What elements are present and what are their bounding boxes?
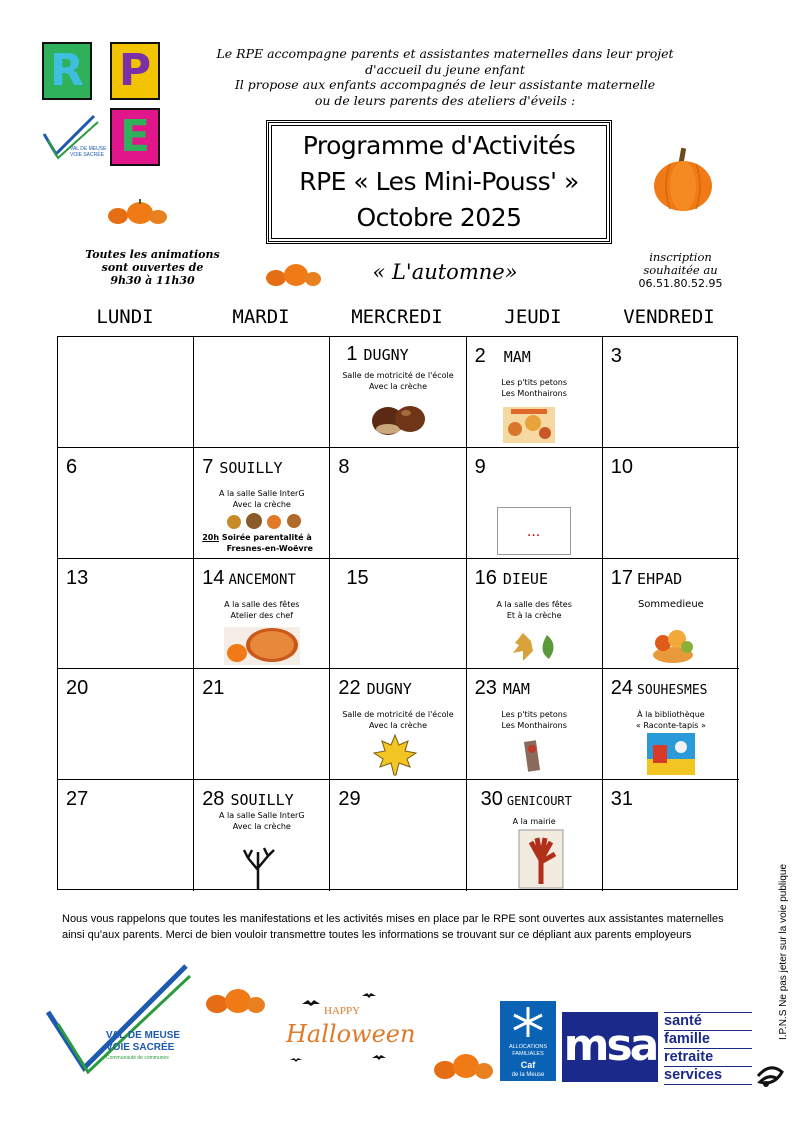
activity-info: Salle de motricité de l'école Avec la crèche: [342, 371, 454, 391]
day-number: 2: [474, 345, 486, 367]
calendar-cell-2: [467, 337, 603, 448]
place-name: MAM: [502, 680, 530, 699]
day-number: 20: [66, 677, 89, 700]
day-number: 9: [474, 455, 486, 478]
day-header-friday: VENDREDI: [623, 306, 715, 328]
footer-notice: Nous vous rappelons que toutes les manifestations et les activités mises en place par le RPE sont ouvertes aux assistantes maternelles ainsi qu'aux parents. Merci de bien vouloir transmettre toutes les informations se trouvant sur ce dépliant aux parents employeurs: [62, 913, 724, 941]
calendar-cell-21: [194, 669, 330, 780]
msa-tagline: santé famille retraite services: [664, 1012, 752, 1085]
activity-info: Les p'tits petons Les Monthairons: [501, 710, 568, 731]
place-name: DUGNY: [363, 346, 409, 364]
place-name: MAM: [503, 348, 531, 366]
calendar-cell-13: [58, 559, 194, 670]
day-header-tuesday: MARDI: [232, 306, 290, 328]
community-logo-small: [40, 112, 107, 164]
day-number: 10: [610, 455, 634, 478]
place-name: EHPAD: [637, 569, 683, 588]
calendar-cell-6: [58, 448, 194, 559]
place-name: SOUHESMES: [637, 683, 708, 699]
svg-text:VOIE SACRÉE: VOIE SACRÉE: [70, 152, 104, 158]
day-number: 13: [66, 566, 89, 589]
story-mat-icon: [647, 733, 695, 775]
calendar-cell-1: [330, 337, 466, 448]
handprint-tree-icon: [519, 830, 563, 888]
place-name: ANCEMONT: [228, 571, 296, 588]
hours-note: Toutes les animations sont ouvertes de 9h30 à 11h30: [85, 248, 220, 287]
community-name-line-1: VAL DE MEUSE: [106, 1030, 181, 1041]
place-name: DIEUE: [502, 569, 548, 588]
day-number: 1: [346, 343, 358, 365]
calendar-cell-22: [330, 669, 466, 780]
calendar-cell-20: [58, 669, 194, 780]
leaves-icon: [511, 631, 559, 663]
theme-title: « L'automne»: [372, 260, 518, 284]
rpe-logo-r: R: [42, 42, 92, 100]
activity-info: Les p'tits petons Les Monthairons: [501, 378, 568, 398]
rpe-logo-e: E: [110, 108, 160, 166]
day-number: 31: [610, 788, 634, 811]
place-name: DUGNY: [366, 680, 412, 699]
day-number: 14: [202, 566, 225, 589]
activity-info: A la salle Salle InterG Avec la crèche: [219, 488, 305, 509]
pumpkin-big-icon: [652, 146, 714, 212]
place-name: SOUILLY: [230, 791, 294, 810]
community-name-line-3: Communauté de communes: [106, 1055, 169, 1061]
day-number: 29: [338, 788, 361, 811]
caf-snowflake-icon: [510, 1005, 546, 1039]
calendar-cell-15: [330, 559, 466, 670]
activity-info: A la salle des fêtes Et à la crèche: [496, 599, 572, 620]
calendar-cell-24: [603, 669, 739, 780]
msa-logo: msa: [562, 1012, 658, 1082]
activity-info: A la salle des fêtes Atelier des chef: [224, 599, 300, 620]
calendar-cell-16: [467, 559, 603, 670]
svg-text:HAPPY: HAPPY: [324, 1005, 361, 1017]
calendar-cell-8: [330, 448, 466, 559]
intro-text: Le RPE accompagne parents et assistantes maternelles dans leur projet d'accueil du jeune enfant Il propose aux enfants accompagnés de leur assistante maternelle ou de leurs parents des ateliers d'éveils :: [216, 46, 674, 108]
place-name: SOUILLY: [219, 458, 283, 477]
pumpkins-small-icon-2: [264, 260, 322, 288]
pumpkin-pie-icon: [224, 627, 300, 665]
title-box: [266, 120, 612, 244]
calendar-cell-14: [194, 559, 330, 670]
calendar-cell-29: [330, 780, 466, 891]
pumpkins-small-icon: [106, 198, 168, 226]
community-logo-large: [44, 962, 194, 1074]
pumpkins-bottom-icon-2: [432, 1050, 494, 1080]
place-name: GENICOURT: [506, 794, 572, 809]
phone-number[interactable]: 06.51.80.52.95: [638, 277, 723, 290]
community-name-line-2: VOIE SACRÉE: [106, 1042, 175, 1053]
autumn-basket-icon: [651, 625, 695, 665]
calendar-cell-28: [194, 780, 330, 891]
ipns-notice: I.P.N.S Ne pas jeter sur la voie publique: [778, 863, 789, 1040]
day-header-monday: LUNDI: [96, 306, 154, 328]
pumpkins-bottom-icon: [204, 984, 266, 1014]
day-number: 30: [480, 788, 503, 811]
calendar-cell-9: [467, 448, 603, 559]
day-number: 16: [474, 566, 497, 589]
event-time: 20h: [202, 532, 220, 542]
activity-info: Sommedieue: [637, 598, 704, 610]
day-number: 27: [66, 788, 89, 811]
maple-leaf-icon: [372, 733, 418, 777]
calendar-cell-31: [603, 780, 739, 891]
calendar-cell-3: [603, 337, 739, 448]
placeholder-box: ...: [497, 507, 571, 555]
calendar-cell-17: [603, 559, 739, 670]
svg-text:Halloween: Halloween: [286, 1020, 416, 1048]
event-info: 20h Soirée parentalité à Fresnes-en-Woëvre: [202, 532, 313, 553]
autumn-story-icon: [503, 407, 555, 443]
title-line-2: RPE « Les Mini-Pouss' »: [299, 167, 579, 196]
squirrel-icon: [523, 739, 543, 773]
bare-tree-icon: [238, 846, 278, 890]
calendar-cell-10: [603, 448, 739, 559]
day-number: 21: [202, 677, 225, 700]
halloween-logo: [282, 990, 416, 1078]
activity-info: A la salle Salle InterG Avec la crèche: [219, 811, 305, 832]
hedgehog-icon: [226, 512, 304, 530]
day-number: 7: [202, 455, 214, 478]
title-line-1: Programme d'Activités: [302, 131, 576, 160]
activity-info: Salle de motricité de l'école Avec la crèche: [342, 710, 454, 731]
inscription-note: inscription souhaitée au 06.51.80.52.95: [628, 251, 733, 290]
day-number: 6: [66, 455, 78, 478]
day-number: 23: [474, 677, 497, 700]
calendar-cell-empty: [194, 337, 330, 448]
day-number: 3: [610, 345, 622, 367]
svg-text:VAL DE MEUSE: VAL DE MEUSE: [70, 146, 107, 152]
chestnut-icon: [370, 399, 426, 437]
title-line-3: Octobre 2025: [356, 203, 522, 232]
day-number: 8: [338, 455, 350, 478]
calendar-cell-27: [58, 780, 194, 891]
day-header-thursday: JEUDI: [504, 306, 562, 328]
day-header-wednesday: MERCREDI: [351, 306, 443, 328]
day-number: 15: [346, 566, 369, 589]
day-number: 24: [610, 677, 634, 700]
caf-logo: ALLOCATIONS FAMILIALES Caf de la Meuse: [500, 1001, 556, 1081]
swirl-emblem-icon: [752, 1058, 788, 1094]
activity-info: À la bibliothèque « Raconte-tapis »: [635, 710, 706, 731]
day-number: 17: [610, 566, 634, 589]
calendar-cell-7: [194, 448, 330, 559]
calendar-cell-empty: [58, 337, 194, 448]
calendar-grid: [57, 336, 738, 890]
day-number: 22: [338, 677, 361, 700]
activity-info: A la mairie: [512, 817, 556, 827]
calendar-cell-23: [467, 669, 603, 780]
calendar-cell-30: [467, 780, 603, 891]
rpe-logo-p: P: [110, 42, 160, 100]
day-number: 28: [202, 788, 225, 811]
